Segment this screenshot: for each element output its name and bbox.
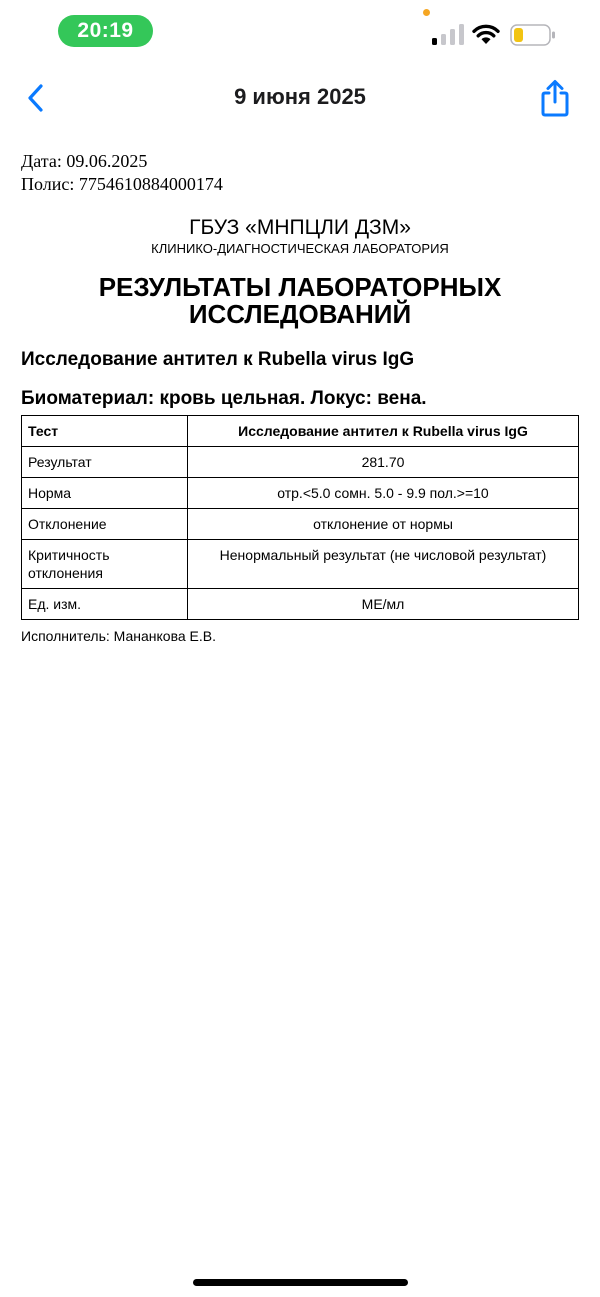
share-icon[interactable] [538,78,572,118]
table-row [22,478,579,509]
table-row-label: Норма [22,478,188,509]
wifi-icon [471,22,501,46]
table-row-label: Отклонение [22,509,188,540]
table-row-value: МЕ/мл [188,589,579,620]
table-row-value: отклонение от нормы [188,509,579,540]
table-row-label: Ед. изм. [22,589,188,620]
table-row-label: Критичность отклонения [22,540,188,589]
lab-result-document [21,150,579,645]
table-row-value: отр.<5.0 сомн. 5.0 - 9.9 пол.>=10 [188,478,579,509]
table-row [22,589,579,620]
back-chevron-icon[interactable] [22,80,52,116]
results-table [21,415,579,620]
table-header-cell: Тест [22,416,188,447]
table-row-label: Результат [22,447,188,478]
cellular-signal-icon [432,24,464,46]
test-title: Исследование антител к Rubella virus IgG [21,349,415,370]
table-header-row [22,416,579,447]
table-row-value: Ненормальный результат (не числовой результат) [188,540,579,589]
table-row-value: 281.70 [188,447,579,478]
home-indicator[interactable] [193,1279,408,1286]
status-time[interactable]: 20:19 [58,15,153,47]
navigation-bar [0,72,600,124]
biomaterial-line: Биоматериал: кровь цельная. Локус: вена. [21,388,427,409]
organization-name: ГБУЗ «МНПЦЛИ ДЗМ» [189,216,411,239]
document-date: Дата: 09.06.2025 [21,151,148,171]
document-heading: РЕЗУЛЬТАТЫ ЛАБОРАТОРНЫХ ИССЛЕДОВАНИЙ [98,272,502,329]
table-row [22,447,579,478]
organization-subtitle: КЛИНИКО-ДИАГНОСТИЧЕСКАЯ ЛАБОРАТОРИЯ [151,241,449,256]
table-row [22,509,579,540]
table-header-cell: Исследование антител к Rubella virus IgG [188,416,579,447]
status-bar [0,0,600,62]
executor-line: Исполнитель: Мананкова Е.В. [21,628,216,644]
table-row [22,540,579,589]
page-title: 9 июня 2025 [234,84,366,109]
document-policy: Полис: 7754610884000174 [21,174,223,194]
battery-icon [510,24,556,46]
privacy-indicator-dot [423,9,430,16]
